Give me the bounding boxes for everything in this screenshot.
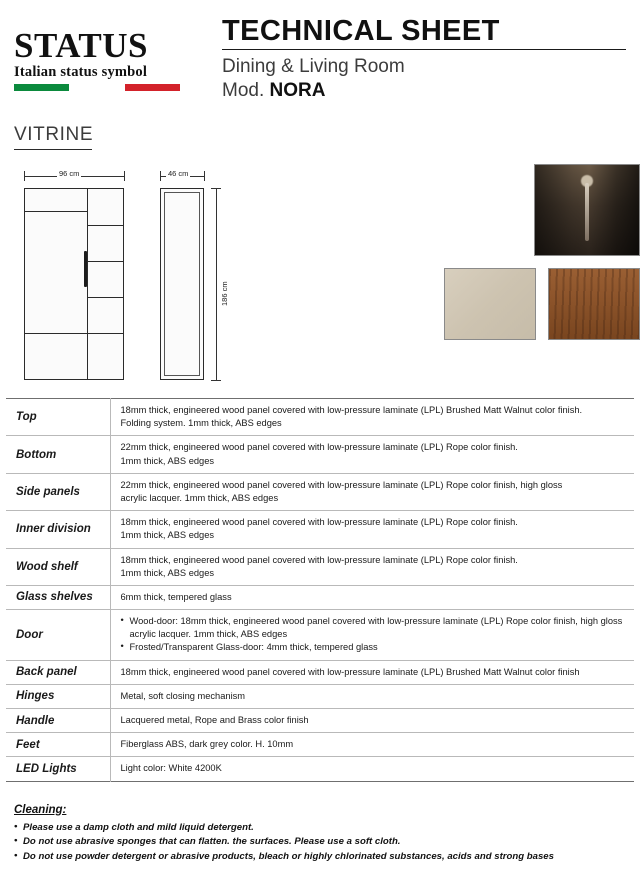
spec-label: LED Lights: [6, 757, 110, 781]
spec-bullet: • Frosted/Transparent Glass-door: 4mm thick, tempered glass: [121, 641, 629, 654]
table-row: [6, 660, 634, 684]
spec-line: 1mm thick, ABS edges: [120, 455, 215, 466]
table-row: [6, 733, 634, 757]
page-title: TECHNICAL SHEET: [222, 15, 500, 47]
specifications-table: [6, 398, 634, 782]
italian-flag-icon: [14, 84, 180, 91]
table-row: [6, 709, 634, 733]
spec-value: [110, 548, 634, 585]
spec-line: 18mm thick, engineered wood panel covered with low-pressure laminate (LPL) Rope color finish.: [120, 517, 518, 528]
spec-label: Hinges: [6, 684, 110, 708]
spec-label: Wood shelf: [6, 548, 110, 585]
spec-label: Feet: [6, 733, 110, 757]
spec-label: Back panel: [6, 660, 110, 684]
spec-value: [110, 399, 634, 436]
spec-line: 6mm thick, tempered glass: [120, 591, 232, 602]
spec-label: Inner division: [6, 511, 110, 548]
height-dimension-line: [216, 188, 217, 380]
brand-name: STATUS: [14, 26, 148, 65]
table-row: [6, 399, 634, 436]
handle-detail: [84, 251, 87, 287]
spec-value: [110, 436, 634, 473]
width-dim-tick-left: [24, 171, 25, 181]
brand-logo: [14, 10, 210, 91]
spec-value: [110, 585, 634, 609]
spec-line: 1mm thick, ABS edges: [120, 530, 215, 541]
spec-label: Bottom: [6, 436, 110, 473]
spec-value: Metal, soft closing mechanism: [120, 690, 246, 701]
front-elevation-drawing: [24, 188, 124, 380]
title-divider: [222, 49, 626, 50]
spec-label: Handle: [6, 709, 110, 733]
cleaning-title: Cleaning:: [14, 803, 67, 816]
spec-label: Side panels: [6, 473, 110, 510]
cleaning-list: [14, 821, 626, 866]
list-item: • Do not use powder detergent or abrasive products, bleach or highly chlorinated substances, acids and strong bases: [14, 850, 626, 865]
depth-dim-tick-left: [160, 171, 161, 181]
spec-value: Light color: White 4200K: [120, 763, 222, 774]
spec-value: [110, 473, 634, 510]
spec-bullet: • Wood-door: 18mm thick, engineered wood panel covered with low-pressure laminate (LPL) Rope color finish, high gloss acrylic lacquer. 1mm thick, ABS edges: [121, 615, 629, 641]
width-dim-tick-right: [124, 171, 125, 181]
spec-line: 18mm thick, engineered wood panel covered with low-pressure laminate (LPL) Rope color finish.: [120, 554, 518, 565]
depth-dim-tick-right: [204, 171, 205, 181]
spec-line: 1mm thick, ABS edges: [120, 567, 215, 578]
height-dim-tick-bottom: [211, 380, 221, 381]
spec-bullet-list: [121, 615, 629, 655]
side-elevation-drawing: [160, 188, 204, 380]
list-item: • Please use a damp cloth and mild liquid detergent.: [14, 821, 626, 836]
document-subtitle: Dining & Living Room: [222, 56, 405, 78]
technical-drawing: [14, 158, 626, 390]
spec-label: Glass shelves: [6, 585, 110, 609]
spec-value: [110, 610, 634, 661]
section-heading-wrap: [0, 108, 640, 150]
depth-dimension-label: 46 cm: [168, 169, 189, 178]
list-item: • Do not use abrasive sponges that can flatten. the surfaces. Please use a soft cloth.: [14, 835, 626, 850]
spec-line: 22mm thick, engineered wood panel covered with low-pressure laminate (LPL) Rope color finish, high gloss: [120, 479, 563, 490]
table-row: [6, 585, 634, 609]
spec-label: Top: [6, 399, 110, 436]
spec-label: Door: [6, 610, 110, 661]
section-title: VITRINE: [14, 124, 94, 145]
product-photo: [534, 164, 640, 256]
table-row: [6, 548, 634, 585]
table-row: [6, 436, 634, 473]
brand-tagline: Italian status symbol: [14, 64, 148, 80]
table-row: [6, 757, 634, 781]
spec-value: Lacquered metal, Rope and Brass color finish: [120, 715, 309, 725]
cleaning-section: [14, 804, 626, 866]
spec-value: [110, 511, 634, 548]
spec-value: Fiberglass ABS, dark grey color. H. 10mm: [120, 739, 294, 750]
spec-line: 18mm thick, engineered wood panel covered with low-pressure laminate (LPL) Brushed Matt Walnut color finish.: [120, 405, 583, 415]
section-divider: [14, 149, 92, 150]
spec-value: 18mm thick, engineered wood panel covered with low-pressure laminate (LPL) Brushed Matt Walnut color finish: [120, 666, 580, 677]
document-title-block: [210, 10, 626, 103]
spec-line: 22mm thick, engineered wood panel covered with low-pressure laminate (LPL) Rope color finish.: [120, 442, 518, 453]
finish-swatch-walnut: [548, 268, 640, 340]
table-row: [6, 473, 634, 510]
width-dimension-label: 96 cm: [59, 169, 80, 178]
height-dim-tick-top: [211, 188, 221, 189]
table-row: [6, 684, 634, 708]
table-row: [6, 610, 634, 661]
table-row: [6, 511, 634, 548]
spec-table-body: [6, 399, 634, 782]
spec-line: Folding system. 1mm thick, ABS edges: [120, 418, 282, 429]
page-header: [0, 0, 640, 108]
spec-line: acrylic lacquer. 1mm thick, ABS edges: [120, 492, 279, 503]
model-line: Mod. NORA: [222, 80, 326, 102]
finish-swatch-rope: [444, 268, 536, 340]
height-dimension-label: 186 cm: [220, 281, 229, 306]
